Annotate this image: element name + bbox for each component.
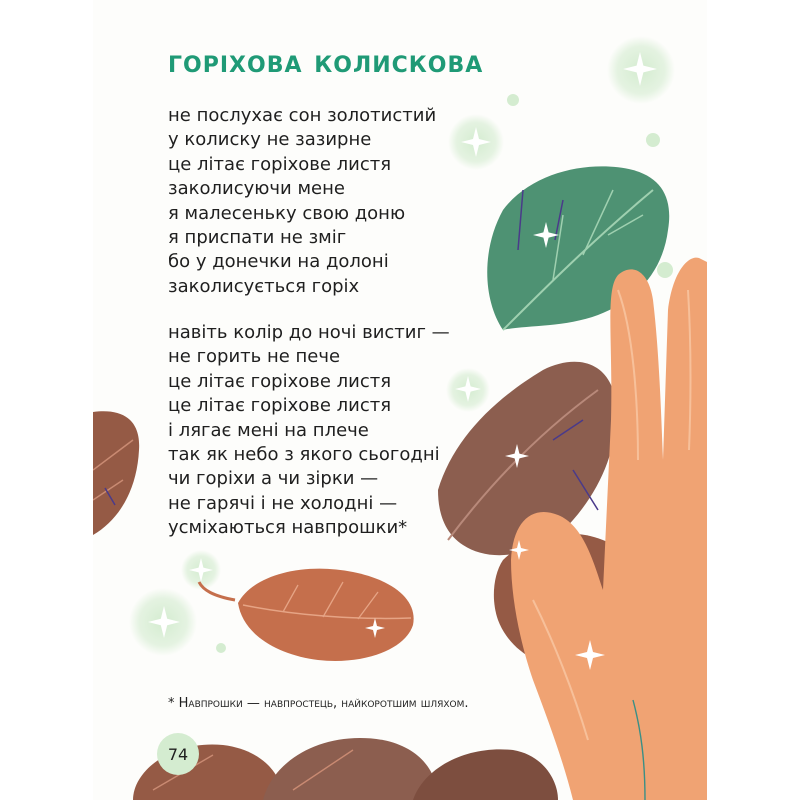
footnote: * Навпрошки — навпростець, найкоротшим шляхом.: [168, 696, 469, 711]
poem-line: заколисується горіх: [168, 275, 360, 297]
hand-icon: [511, 258, 707, 800]
poem-line: бо у донечки на долоні: [168, 251, 389, 273]
book-page: [93, 0, 707, 800]
poem-line: це літає горіхове листя: [168, 370, 392, 392]
walnut-leaf-icon: [93, 411, 139, 535]
poem-line: не гарячі і не холодні —: [168, 492, 398, 514]
poem-line: у колиску не зазирне: [168, 129, 372, 151]
poem-line: не послухає сон золотистий: [168, 105, 437, 126]
poem-line: заколисуючи мене: [168, 178, 345, 200]
poem-line: чи горіхи а чи зірки —: [168, 468, 379, 490]
page-title: горіхова колискова: [168, 44, 484, 80]
poem-line: не горить не пече: [168, 346, 341, 368]
poem-line: навіть колір до ночі вистиг —: [168, 322, 450, 343]
walnut-leaf-icon: [199, 569, 414, 661]
poem-line: я малесеньку свою доню: [168, 202, 406, 224]
poem-line: я приспати не зміг: [168, 227, 347, 249]
poem-line: так як небо з якого сьогодні: [168, 444, 440, 466]
poem-line: це літає горіхове листя: [168, 395, 392, 417]
poem-stanza-1: [168, 104, 436, 299]
poem-line: це літає горіхове листя: [168, 153, 392, 175]
poem-stanza-2: [168, 321, 450, 541]
poem-line: і лягає мені на плече: [168, 419, 369, 441]
poem-line: усміхаються навпрошки*: [168, 517, 408, 539]
page-number: 74: [157, 733, 199, 775]
